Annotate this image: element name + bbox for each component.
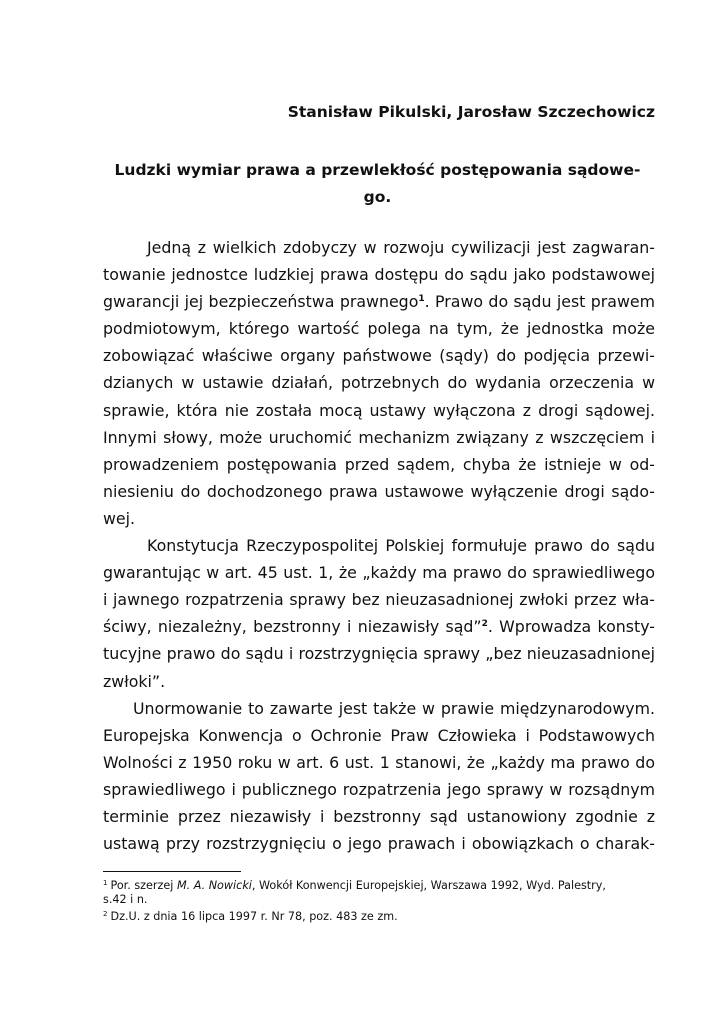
paragraph-line: zwłoki”. <box>103 671 166 691</box>
footnote-mark: 2 <box>103 910 108 918</box>
paragraph-line: sprawie, która nie została mocą ustawy wyłączona z drogi sądowej. <box>103 400 655 420</box>
paragraph-line: sprawiedliwego i publicznego rozpatrzenia jego sprawy w rozsądnym <box>103 779 655 799</box>
document-title <box>100 157 655 211</box>
paragraph-line: zobowiązać właściwe organy państwowe (sądy) do podjęcia przewi- <box>103 346 655 366</box>
footnote-mark: 1 <box>103 879 108 887</box>
paragraph-line: Unormowanie to zawarte jest także w prawie międzynarodowym. <box>133 698 655 718</box>
paragraph-line: podmiotowym, którego wartość polega na tym, że jednostka może <box>103 319 655 339</box>
line-text: . Prawo do sądu jest prawem <box>424 292 655 312</box>
paragraph-line <box>103 288 655 315</box>
footnotes <box>103 876 658 924</box>
paragraph-line: wej. <box>103 508 136 528</box>
paragraph-line: towanie jednostce ludzkiej prawa dostępu do sądu jako podstawowej <box>103 265 655 285</box>
footnote-text: Por. szerzej <box>110 879 177 892</box>
footnote-2 <box>103 907 658 924</box>
footnote-ref: 2 <box>481 619 488 630</box>
authors: Stanisław Pikulski, Jarosław Szczechowicz <box>287 103 655 121</box>
paragraph-line: Wolności z 1950 roku w art. 6 ust. 1 stanowi, że „każdy ma prawo do <box>103 752 655 772</box>
body-text <box>103 234 655 857</box>
footnote-text: Dz.U. z dnia 16 lipca 1997 r. Nr 78, poz. 483 ze zm. <box>110 910 398 923</box>
paragraph-line: ustawą przy rozstrzygnięciu o jego prawach i obowiązkach o charak- <box>103 834 655 854</box>
paragraph-line: tucyjne prawo do sądu i rozstrzygnięcia sprawy „bez nieuzasadnionej <box>103 644 655 664</box>
paragraph-line: terminie przez niezawisły i bezstronny sąd ustanowiony zgodnie z <box>103 806 655 826</box>
line-text: gwarancji jej bezpieczeństwa prawnego <box>103 292 419 312</box>
title-line: go. <box>363 188 392 206</box>
footnote-1-continuation: s.42 i n. <box>103 893 148 906</box>
paragraph-line <box>103 613 655 640</box>
footnote-separator <box>103 871 241 872</box>
footnote-1 <box>103 876 658 893</box>
paragraph-line: dzianych w ustawie działań, potrzebnych do wydania orzeczenia w <box>103 373 655 393</box>
paragraph-line: Europejska Konwencja o Ochronie Praw Człowieka i Podstawowych <box>103 725 655 745</box>
paragraph-line: Innymi słowy, może uruchomić mechanizm związany z wszczęciem i <box>103 427 655 447</box>
paragraph-line: i jawnego rozpatrzenia sprawy bez nieuzasadnionej zwłoki przez wła- <box>103 590 655 610</box>
line-text: . Wprowadza konsty- <box>487 617 655 637</box>
footnote-author: M. A. Nowicki <box>176 879 252 892</box>
paragraph-line: prowadzeniem postępowania przed sądem, chyba że istnieje w od- <box>103 454 655 474</box>
footnote-ref: 1 <box>418 294 425 305</box>
paragraph-line: Konstytucja Rzeczypospolitej Polskiej formułuje prawo do sądu <box>147 536 655 556</box>
paragraph-line: Jedną z wielkich zdobyczy w rozwoju cywilizacji jest zagwaran- <box>147 238 655 257</box>
footnote-text: , Wokół Konwencji Europejskiej, Warszawa 1992, Wyd. Palestry, <box>251 879 606 892</box>
title-line: Ludzki wymiar prawa a przewlekłość postępowania sądowe- <box>114 161 641 179</box>
paragraph-line: niesieniu do dochodzonego prawa ustawowe wyłączenie drogi sądo- <box>103 481 655 501</box>
line-text: ściwy, niezależny, bezstronny i niezawisły sąd” <box>103 617 482 637</box>
paragraph-line: gwarantując w art. 45 ust. 1, że „każdy ma prawo do sprawiedliwego <box>103 563 655 583</box>
